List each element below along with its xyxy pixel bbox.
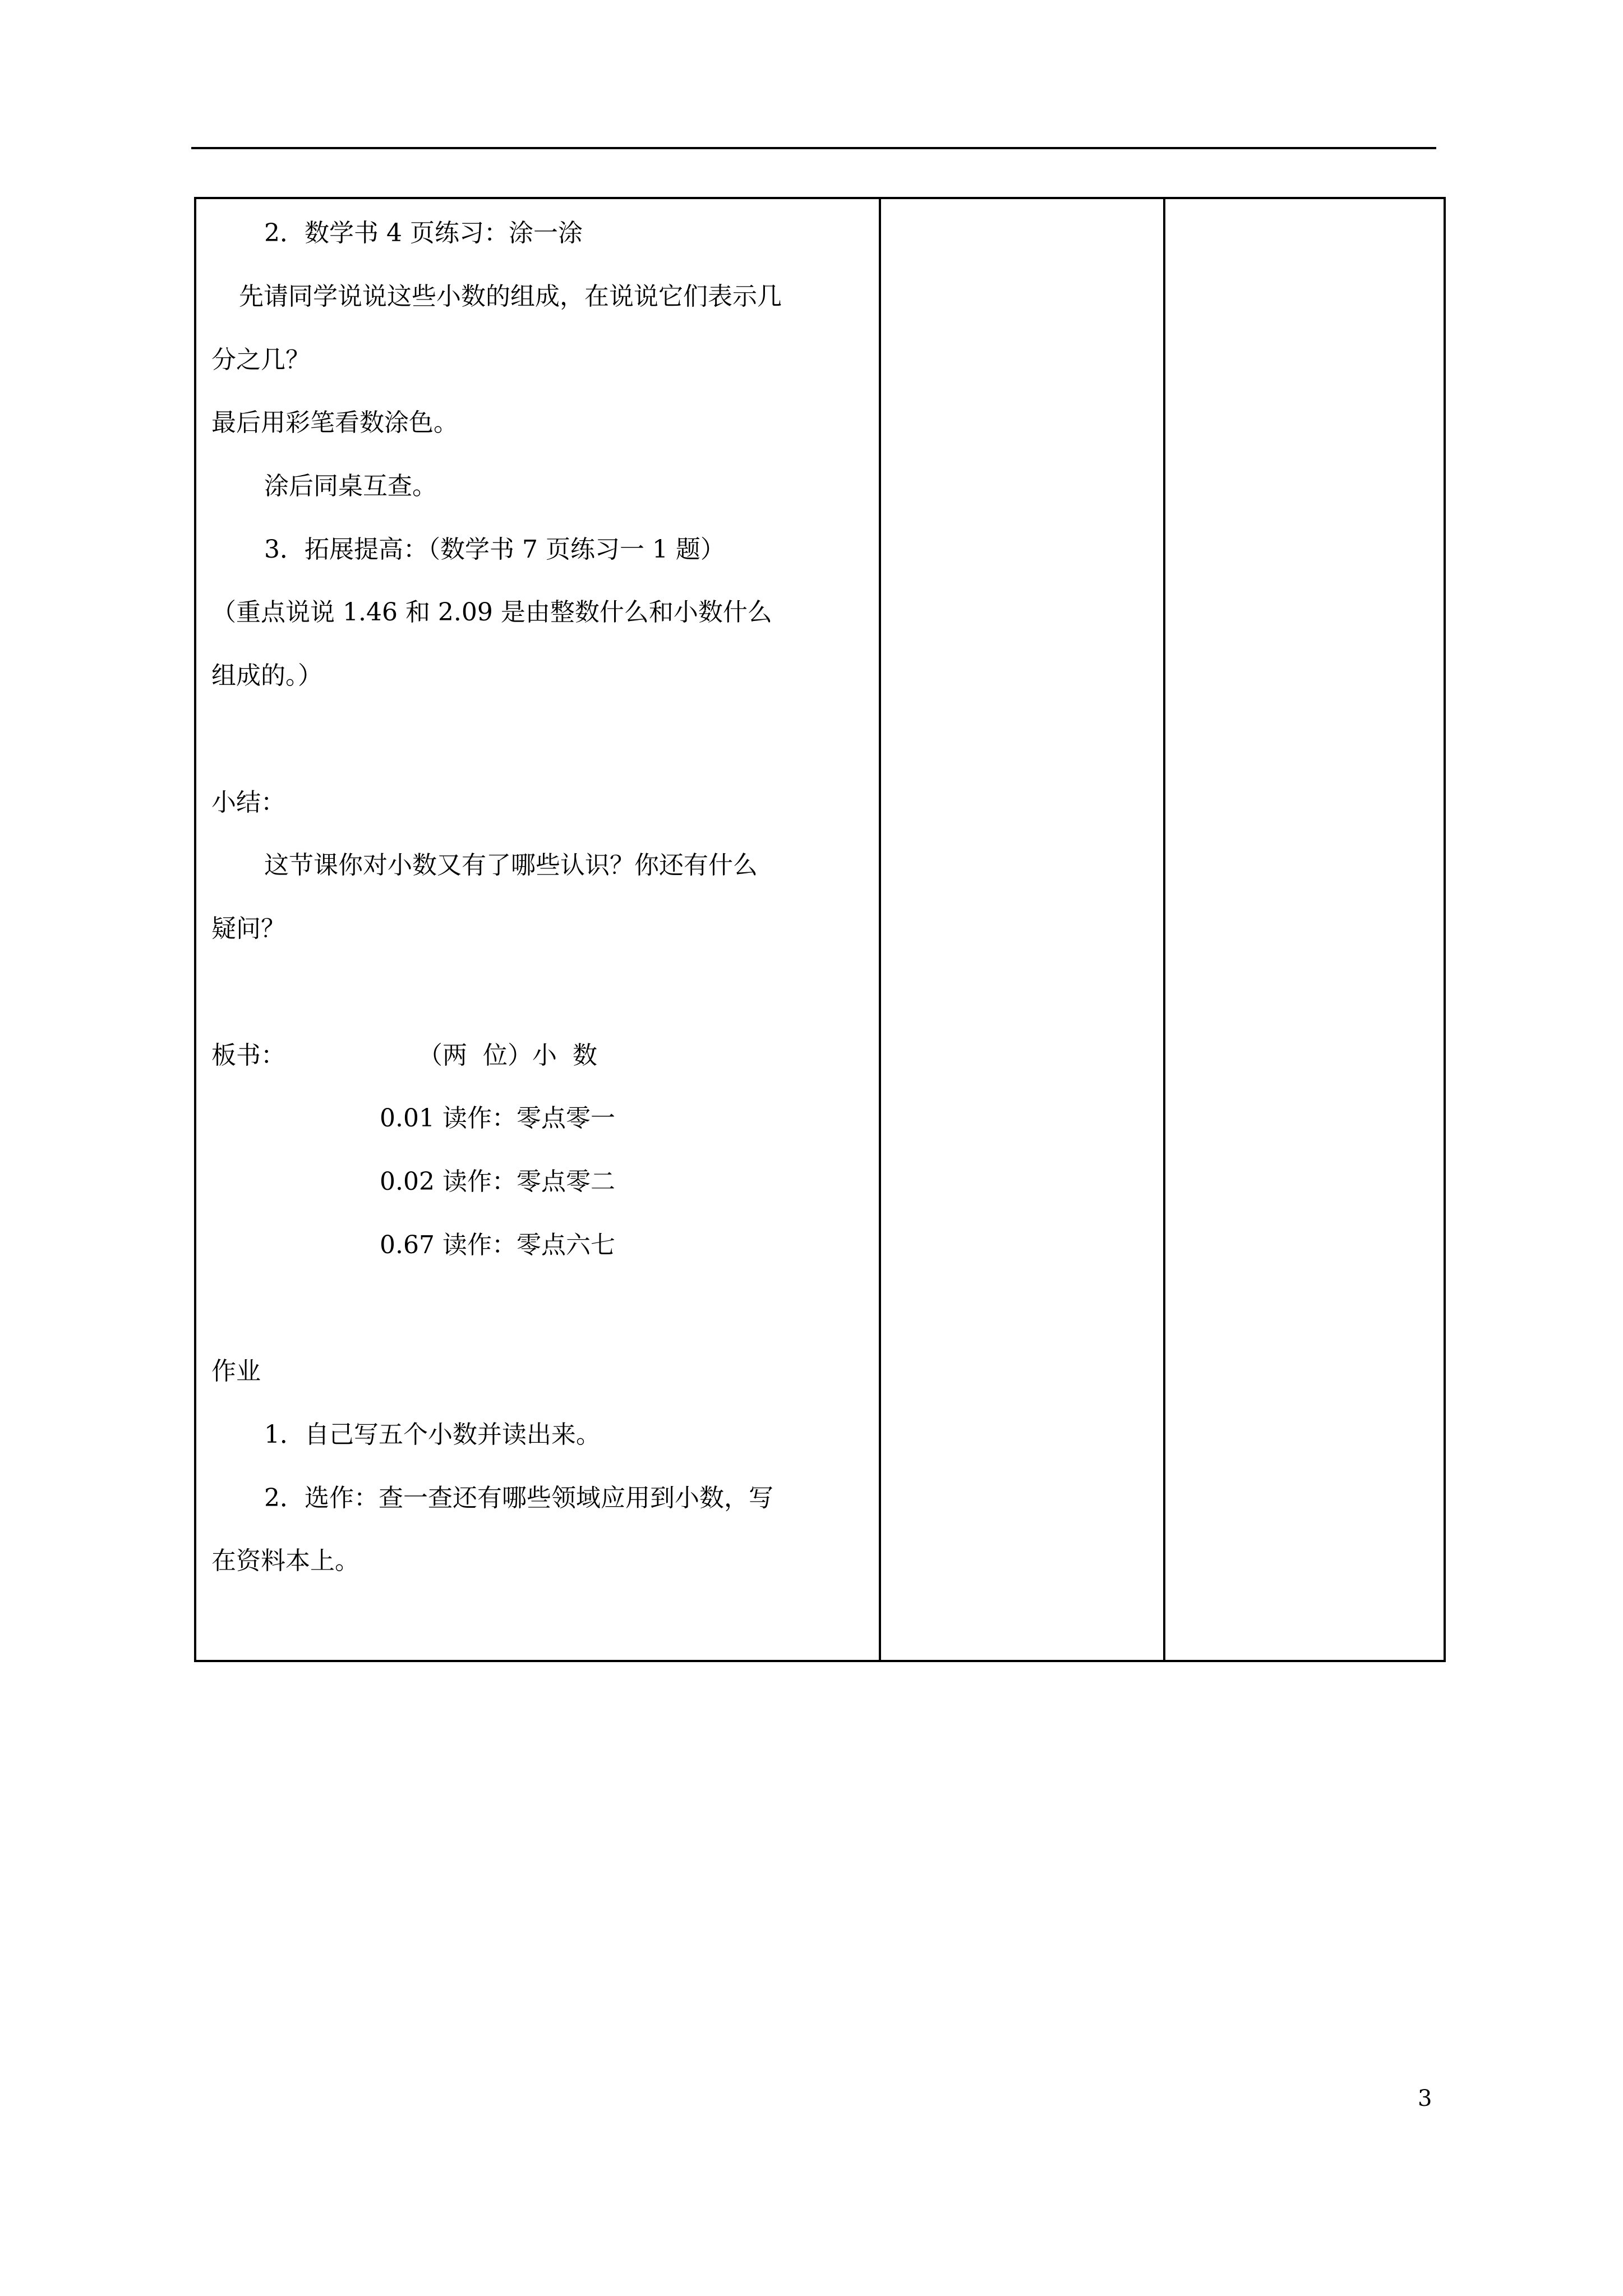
exercise-3-heading: 3．拓展提高：（数学书 7 页练习一 1 题） [264,535,725,564]
exercise-2-coloring: 最后用彩笔看数涂色。 [211,408,458,437]
summary-question-cont: 疑问？ [211,914,285,943]
column-divider-1 [879,199,881,1660]
column-divider-2 [1163,199,1165,1660]
summary-heading: 小结： [211,788,285,817]
homework-heading: 作业 [211,1357,261,1386]
page-number: 3 [1418,2086,1432,2111]
exercise-2-instruction: 先请同学说说这些小数的组成，在说说它们表示几 [239,282,782,311]
lesson-table [194,197,1446,1662]
board-heading: 板书： [211,1041,285,1070]
homework-item-2-cont: 在资料本上。 [211,1547,359,1575]
exercise-3-focus: （重点说说 1.46 和 2.09 是由整数什么和小数什么 [211,598,772,627]
homework-item-1: 1．自己写五个小数并读出来。 [264,1420,601,1449]
exercise-2-instruction-cont: 分之几？ [211,346,310,374]
header-rule [191,147,1436,149]
homework-item-2: 2．选作：查一查还有哪些领域应用到小数，写 [264,1484,773,1512]
exercise-2-heading: 2．数学书 4 页练习：涂一涂 [264,219,583,247]
summary-question: 这节课你对小数又有了哪些认识？你还有什么 [264,851,758,880]
board-line-2: 0.02 读作：零点零二 [380,1167,615,1196]
exercise-3-focus-cont: 组成的。） [211,661,322,690]
board-line-3: 0.67 读作：零点六七 [380,1231,615,1259]
board-title: （两 位）小 数 [418,1041,597,1070]
exercise-2-peer-check: 涂后同桌互查。 [264,472,437,500]
lesson-content-cell [196,199,879,1660]
board-line-1: 0.01 读作：零点零一 [380,1104,615,1133]
